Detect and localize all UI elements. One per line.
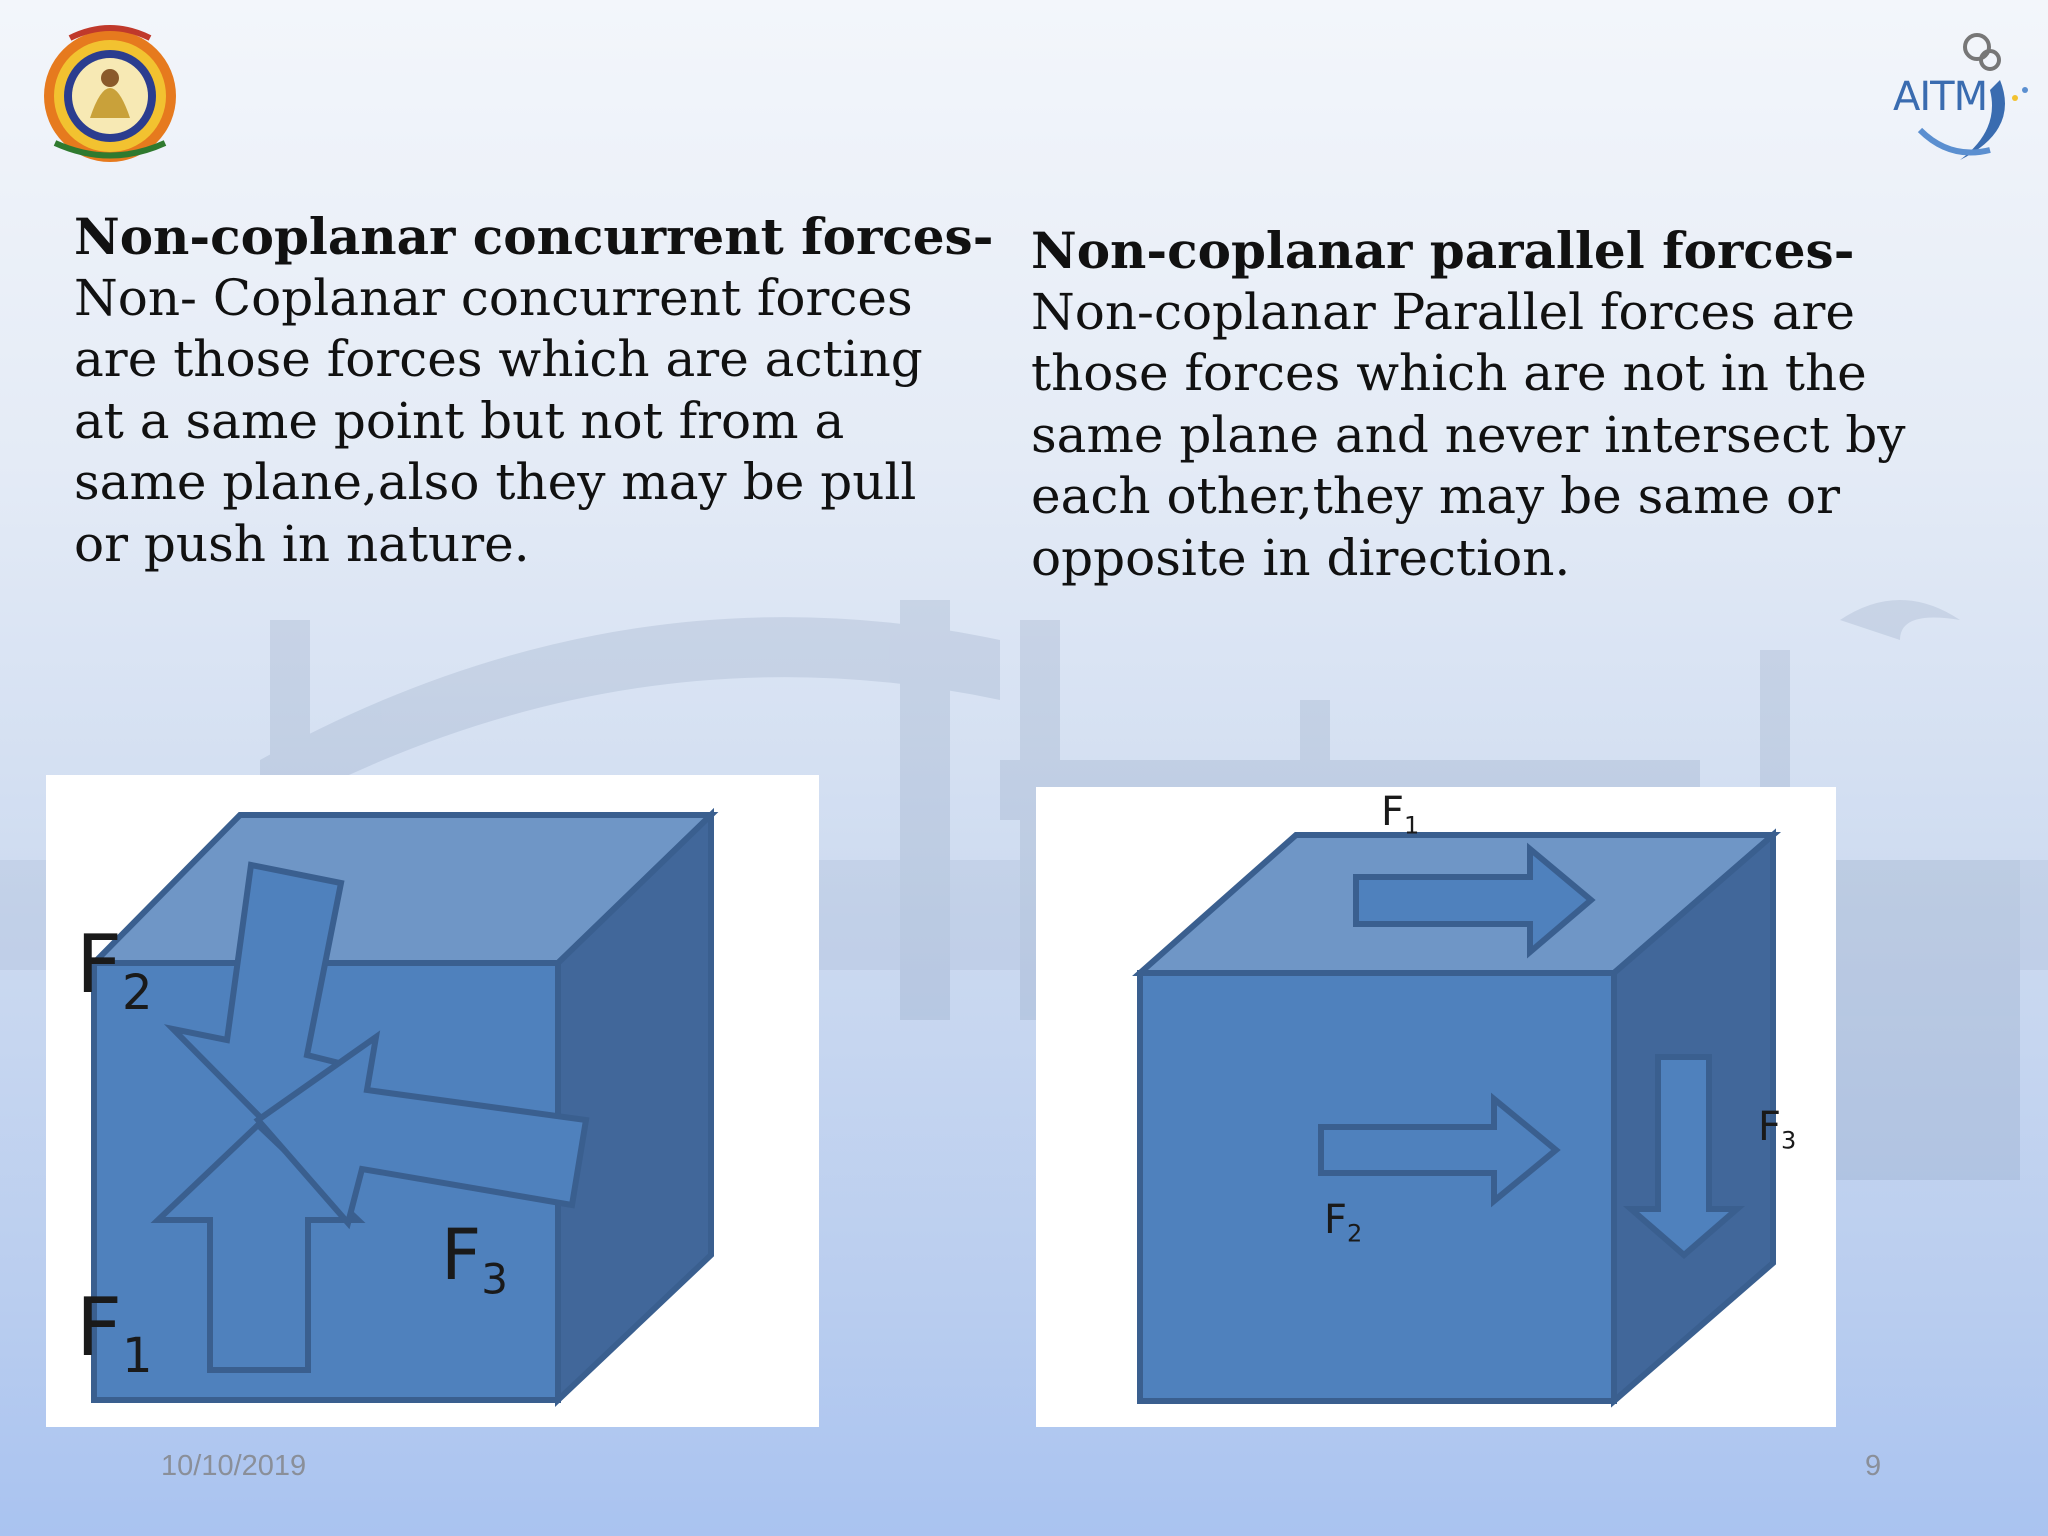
parallel-forces-heading: Non-coplanar parallel forces- bbox=[1031, 221, 1855, 280]
label-f1: $F_1$ bbox=[76, 1281, 153, 1384]
label-f2: $F_2$ bbox=[76, 918, 153, 1021]
parallel-forces-figure bbox=[1036, 787, 1836, 1427]
parallel-forces-cube-diagram bbox=[1036, 787, 1836, 1427]
label-f3: $F_3$ bbox=[441, 1214, 508, 1304]
concurrent-forces-description: Non- Coplanar concurrent forces are those forces which are acting at a same point but not from a same plane,also they may be pull or push in nature. bbox=[74, 268, 923, 573]
left-text-column bbox=[74, 206, 994, 575]
concurrent-forces-cube-diagram bbox=[46, 775, 819, 1427]
slide-page-number: 9 bbox=[1865, 1450, 1882, 1482]
slide-date: 10/10/2019 bbox=[161, 1450, 307, 1482]
institution-emblem-logo bbox=[30, 18, 190, 168]
aitm-logo-text: AITM bbox=[1893, 74, 1988, 120]
right-text-column bbox=[1031, 220, 2011, 589]
concurrent-forces-figure bbox=[46, 775, 819, 1427]
parallel-forces-description: Non-coplanar Parallel forces are those forces which are not in the same plane and never intersect by each other,they may be same or opposite in direction. bbox=[1031, 282, 1906, 587]
concurrent-forces-heading: Non-coplanar concurrent forces- bbox=[74, 207, 994, 266]
label-f1: $F_1$ bbox=[1381, 789, 1420, 840]
label-f2: $F_2$ bbox=[1324, 1197, 1363, 1248]
cube-front-face bbox=[1140, 973, 1614, 1401]
label-f3: $F_3$ bbox=[1758, 1104, 1797, 1155]
